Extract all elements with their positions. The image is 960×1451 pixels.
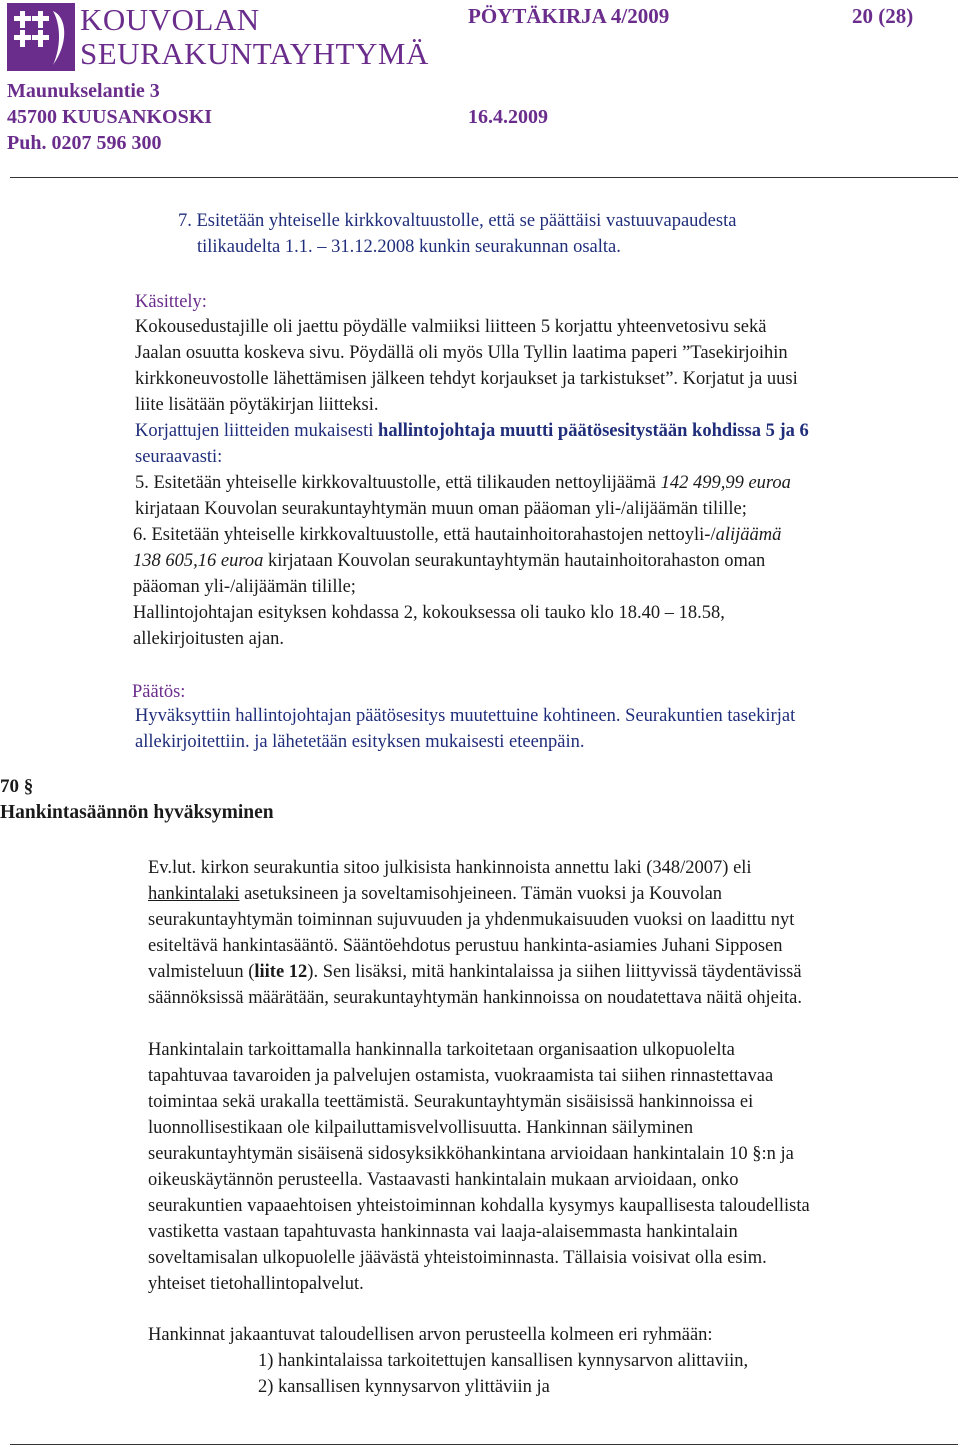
item5-line: [135, 470, 791, 496]
item5-l1-pre: 5. Esitetään yhteiselle kirkkovaltuustolle, että tilikauden nettoylijäämä: [135, 473, 661, 493]
item7-line2: tilikaudelta 1.1. – 31.12.2008 kunkin seurakunnan osalta.: [197, 237, 621, 257]
item5-text: [135, 470, 791, 522]
para1-l2-post: asetuksineen ja soveltamisohjeineen. Tämän vuoksi ja Kouvolan: [239, 884, 723, 904]
org-name-line1: KOUVOLAN: [80, 2, 260, 37]
section-title: Hankintasäännön hyväksyminen: [0, 802, 274, 823]
kasittely-label: Käsittely:: [135, 292, 207, 312]
item7-line1: 7. Esitetään yhteiselle kirkkovaltuustolle, että se päättäisi vastuuvapaudesta: [178, 211, 737, 231]
item6-text: [133, 522, 781, 652]
section70-para3-intro: Hankinnat jakaantuvat taloudellisen arvon perusteella kolmeen eri ryhmään:: [148, 1325, 713, 1345]
para1-l5-post: ). Sen lisäksi, mitä hankintalaissa ja siihen liittyvissä täydentävissä: [307, 962, 802, 982]
item6-l1-pre: 6. Esitetään yhteiselle kirkkovaltuustolle, että hautainhoitorahastojen nettoyli-/: [133, 525, 716, 545]
attachment-ref: liite 12: [254, 962, 308, 982]
address-city: 45700 KUUSANKOSKI: [7, 106, 213, 128]
address-street: Maunukselantie 3: [7, 80, 160, 102]
list-item: 2) kansallisen kynnysarvon ylittäviin ja: [258, 1377, 550, 1397]
para2-line: Hankintalain tarkoittamalla hankinnalla tarkoitetaan organisaation ulkopuolelta: [148, 1040, 735, 1060]
item5-line: kirjataan Kouvolan seurakuntayhtymän muun oman pääoman yli-/alijäämän tilille;: [135, 499, 747, 519]
kasittely-line: liite lisätään pöytäkirjan liitteksi.: [135, 395, 379, 415]
section-number: 70 §: [0, 776, 34, 797]
item6-line: Hallintojohtajan esityksen kohdassa 2, kokouksessa oli tauko klo 18.40 – 18.58,: [133, 603, 725, 623]
org-name-line2: SEURAKUNTAYHTYMÄ: [80, 36, 429, 71]
section70-para1: [148, 855, 802, 1011]
hankintalaki-term: hankintalaki: [148, 884, 240, 904]
kasittely-line: seuraavasti:: [135, 447, 223, 467]
kasittely-l5-pre: Korjattujen liitteiden mukaisesti: [135, 421, 379, 441]
para2-line: toimintaa sekä urakalla teettämistä. Seurakuntayhtymän sisäisissä hankinnoissa ei: [148, 1092, 754, 1112]
paatos-line: allekirjoitettiin. ja lähetetään esityksen mukaisesti eteenpäin.: [135, 732, 585, 752]
kasittely-line: [135, 418, 809, 444]
section70-para2: [148, 1037, 810, 1297]
para2-line: oikeuskäytännön perusteella. Vastaavasti hankintalain mukaan arvioidaan, onko: [148, 1170, 739, 1190]
para1-line: esiteltävä hankintasääntö. Sääntöehdotus perustuu hankinta-asiamies Juhani Sipposen: [148, 936, 783, 956]
item6-l2-post: kirjataan Kouvolan seurakuntayhtymän hautainhoitorahaston oman: [263, 551, 766, 571]
item6-line: [133, 548, 781, 574]
four-crosses-icon: [7, 3, 75, 71]
para1-line: seurakuntayhtymän toiminnan sujuvuuden ja yhdenmukaisuuden vuoksi on laadittu nyt: [148, 910, 795, 930]
para2-line: yhteiset tietohallintopalvelut.: [148, 1274, 364, 1294]
phone-number: Puh. 0207 596 300: [7, 132, 162, 154]
item6-line: allekirjoitusten ajan.: [133, 629, 285, 649]
item6-line: pääoman yli-/alijäämän tilille;: [133, 577, 356, 597]
item6-amount: 138 605,16 euroa: [133, 551, 264, 571]
para1-l5-pre: valmisteluun (: [148, 962, 255, 982]
paatos-line: Hyväksyttiin hallintojohtajan päätösesitys muutettuine kohtineen. Seurakuntien tasekirjat: [135, 706, 796, 726]
footer-divider: [10, 1444, 958, 1445]
para1-line: [148, 881, 802, 907]
item6-line: [133, 522, 781, 548]
list-item: 1) hankintalaissa tarkoitettujen kansallisen kynnysarvon alittaviin,: [258, 1351, 749, 1371]
header-divider: [10, 177, 958, 178]
document-date: 16.4.2009: [468, 106, 548, 128]
kasittely-line: kirkkoneuvostolle lähettämisen jälkeen tehdyt korjaukset ja tarkistukset”. Korjatut ja uusi: [135, 369, 798, 389]
item5-amount: 142 499,99 euroa: [660, 473, 791, 493]
paatos-text: [135, 703, 795, 755]
para2-line: seurakuntayhtymän sisäisenä sidosyksikköhankintana arvioidaan hankintalain 10 §:n ja: [148, 1144, 794, 1164]
kasittely-l5-bold: hallintojohtaja muutti päätösesitystään kohdissa 5 ja 6: [378, 421, 809, 441]
item6-l1-em: alijäämä: [715, 525, 782, 545]
para2-line: vastiketta vastaan tapahtuvasta hankinnasta vai laaja-alaisemmasta hankintalain: [148, 1222, 738, 1242]
para2-line: tapahtuvaa tavaroiden ja palvelujen ostamista, vuokraamista tai siihen rinnastettavaa: [148, 1066, 774, 1086]
paatos-label: Päätös:: [132, 682, 186, 702]
kasittely-line: Kokousedustajille oli jaettu pöydälle valmiiksi liitteen 5 korjattu yhteenvetosivu sekä: [135, 317, 767, 337]
para2-line: luonnollisestikaan ole kilpailuttamisvelvollisuutta. Hankinnan säilyminen: [148, 1118, 694, 1138]
kasittely-text: [135, 314, 809, 470]
organization-logo: [7, 3, 75, 71]
section70-para3-list: [258, 1348, 748, 1400]
kasittely-line: Jaalan osuutta koskeva sivu. Pöydällä oli myös Ulla Tyllin laatima paperi ”Tasekirjoihin: [135, 343, 788, 363]
document-title: PÖYTÄKIRJA 4/2009: [468, 4, 670, 28]
page-number: 20 (28): [852, 4, 914, 28]
para1-line: säännöksissä määrätään, seurakuntayhtymän hankinnoissa on noudatettava näitä ohjeita.: [148, 988, 802, 1008]
para1-line: [148, 959, 802, 985]
para1-line: Ev.lut. kirkon seurakuntia sitoo julkisista hankinnoista annettu laki (348/2007) eli: [148, 858, 752, 878]
para2-line: soveltamisalan ulkopuolelle jäävästä yhteistoiminnasta. Tällaisia voisivat olla esim.: [148, 1248, 767, 1268]
para2-line: seurakuntien vapaaehtoisen yhteistoiminnan kohdalla kysymys kaupallisesta taloudellista: [148, 1196, 810, 1216]
